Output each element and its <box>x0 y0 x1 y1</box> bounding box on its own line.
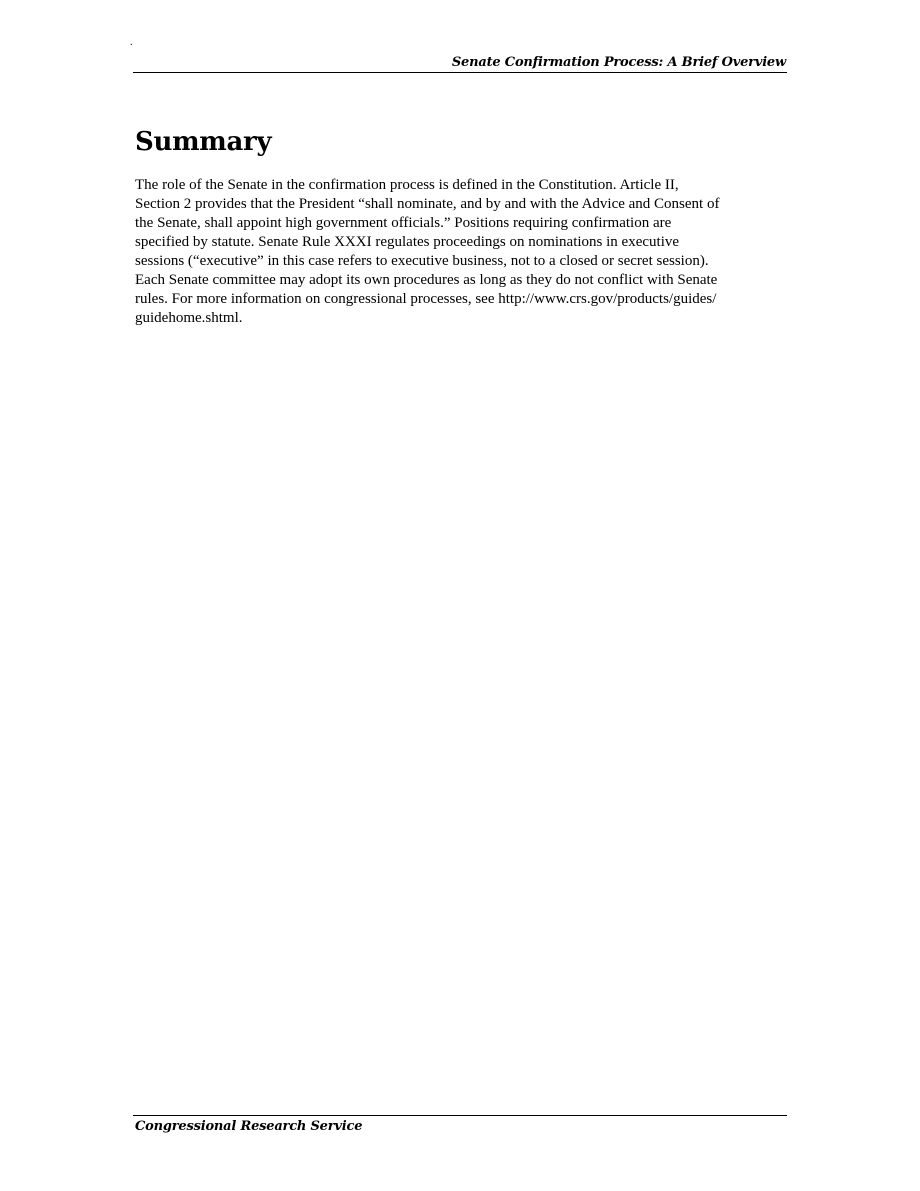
corner-mark: . <box>130 37 133 48</box>
summary-line: specified by statute. Senate Rule XXXI regulates proceedings on nominations in executive <box>135 234 680 250</box>
summary-line: Section 2 provides that the President “shall nominate, and by and with the Advice and Consent of <box>135 196 720 212</box>
summary-line: sessions (“executive” in this case refers to executive business, not to a closed or secret session). <box>135 253 709 269</box>
running-footer-publisher: Congressional Research Service <box>135 1119 363 1134</box>
summary-paragraph <box>135 176 785 328</box>
summary-line: guidehome.shtml. <box>135 310 243 326</box>
running-header-title: Senate Confirmation Process: A Brief Overview <box>451 55 786 70</box>
header-divider <box>133 72 787 73</box>
summary-line: rules. For more information on congressional processes, see http://www.crs.gov/products/guides/ <box>135 291 717 307</box>
footer-divider <box>133 1115 787 1116</box>
summary-line: the Senate, shall appoint high government officials.” Positions requiring confirmation are <box>135 215 672 231</box>
summary-line: The role of the Senate in the confirmation process is defined in the Constitution. Article II, <box>135 177 679 193</box>
summary-line: Each Senate committee may adopt its own procedures as long as they do not conflict with Senate <box>135 272 718 288</box>
section-title: Summary <box>135 127 272 157</box>
